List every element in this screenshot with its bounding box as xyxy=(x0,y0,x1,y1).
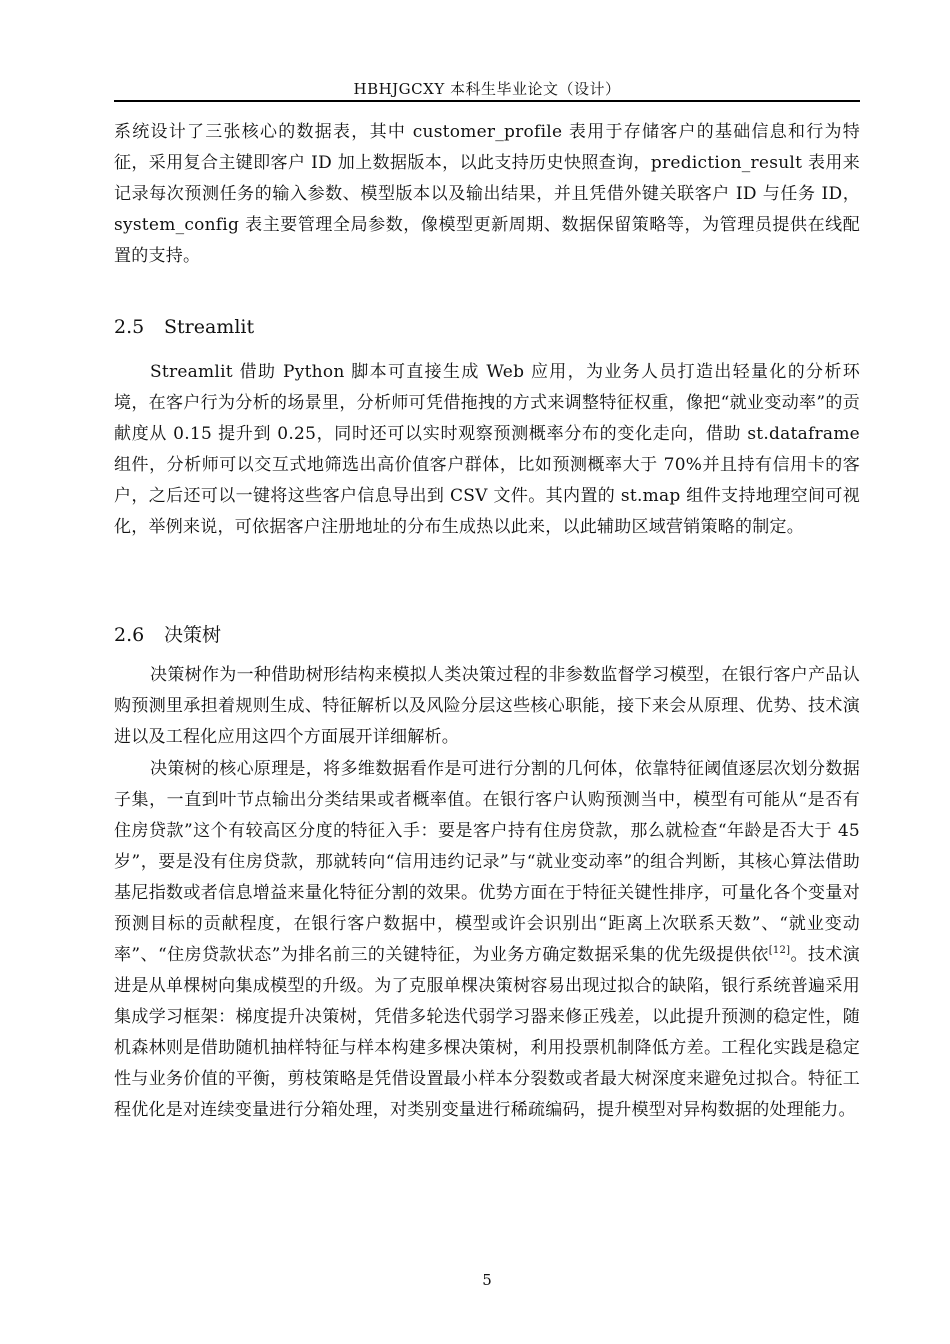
section-title: 决策树 xyxy=(164,624,222,646)
section-number: 2.5 xyxy=(114,316,145,338)
running-header: HBHJGCXY 本科生毕业论文（设计） xyxy=(353,80,621,98)
section-heading-2-5 xyxy=(114,316,254,338)
section-title: Streamlit xyxy=(164,316,255,338)
header-rule xyxy=(114,100,860,102)
page-number: 5 xyxy=(482,1271,492,1289)
paragraph-text: 。技术演进是从单棵树向集成模型的升级。为了克服单棵决策树容易出现过拟合的缺陷，银行系统普遍采用集成学习框架：梯度提升决策树，凭借多轮迭代弱学习器来修正残差，以此提升预测的稳定性，随机森林则是借助随机抽样特征与样本构建多棵决策树，利用投票机制降低方差。工程化实践是稳定性与业务价值的平衡，剪枝策略是凭借设置最小样本分裂数或者最大树深度来避免过拟合。特征工程优化是对连续变量进行分箱处理，对类别变量进行稀疏编码，提升模型对异构数据的处理能力。 xyxy=(114,945,861,1120)
citation-marker: [12] xyxy=(768,945,791,956)
streamlit-paragraph: Streamlit 借助 Python 脚本可直接生成 Web 应用，为业务人员打造出轻量化的分析环境，在客户行为分析的场景里，分析师可凭借拖拽的方式来调整特征权重，像把“就业变动率”的贡献度从 0.15 提升到 0.25，同时还可以实时观察预测概率分布的变化走向，借助 st.dataframe 组件，分析师可以交互式地筛选出高价值客户群体，比如预测概率大于 70%并且持有信用卡的客户，之后还可以一键将这些客户信息导出到 CSV 文件。其内置的 st.map 组件支持地理空间可视化，举例来说，可依据客户注册地址的分布生成热以此来，以此辅助区域营销策略的制定。 xyxy=(114,362,860,537)
paragraph-text: 决策树的核心原理是，将多维数据看作是可进行分割的几何体，依靠特征阈值逐层次划分数据子集，一直到叶节点输出分类结果或者概率值。在银行客户认购预测当中，模型有可能从“是否有住房贷款”这个有较高区分度的特征入手：要是客户持有住房贷款，那么就检查“年龄是否大于 45 岁”，要是没有住房贷款，那就转向“信用违约记录”与“就业变动率”的组合判断，其核心算法借助基尼指数或者信息增益来量化特征分割的效果。优势方面在于特征关键性排序，可量化各个变量对预测目标的贡献程度，在银行客户数据中，模型或许会识别出“距离上次联系天数”、“就业变动率”、“住房贷款状态”为排名前三的关键特征，为业务方确定数据采集的优先级提供依 xyxy=(114,759,860,965)
section-heading-2-6 xyxy=(114,620,221,647)
intro-paragraph: 系统设计了三张核心的数据表，其中 customer_profile 表用于存储客户的基础信息和行为特征，采用复合主键即客户 ID 加上数据版本，以此支持历史快照查询，prediction_result 表用来记录每次预测任务的输入参数、模型版本以及输出结果，并且凭借外键关联客户 ID 与任务 ID，system_config 表主要管理全局参数，像模型更新周期、数据保留策略等，为管理员提供在线配置的支持。 xyxy=(114,122,860,266)
decision-tree-paragraph-2 xyxy=(114,754,860,1126)
section-number: 2.6 xyxy=(114,624,145,646)
decision-tree-paragraph-1: 决策树作为一种借助树形结构来模拟人类决策过程的非参数监督学习模型，在银行客户产品认购预测里承担着规则生成、特征解析以及风险分层这些核心职能，接下来会从原理、优势、技术演进以及工程化应用这四个方面展开详细解析。 xyxy=(114,665,860,747)
